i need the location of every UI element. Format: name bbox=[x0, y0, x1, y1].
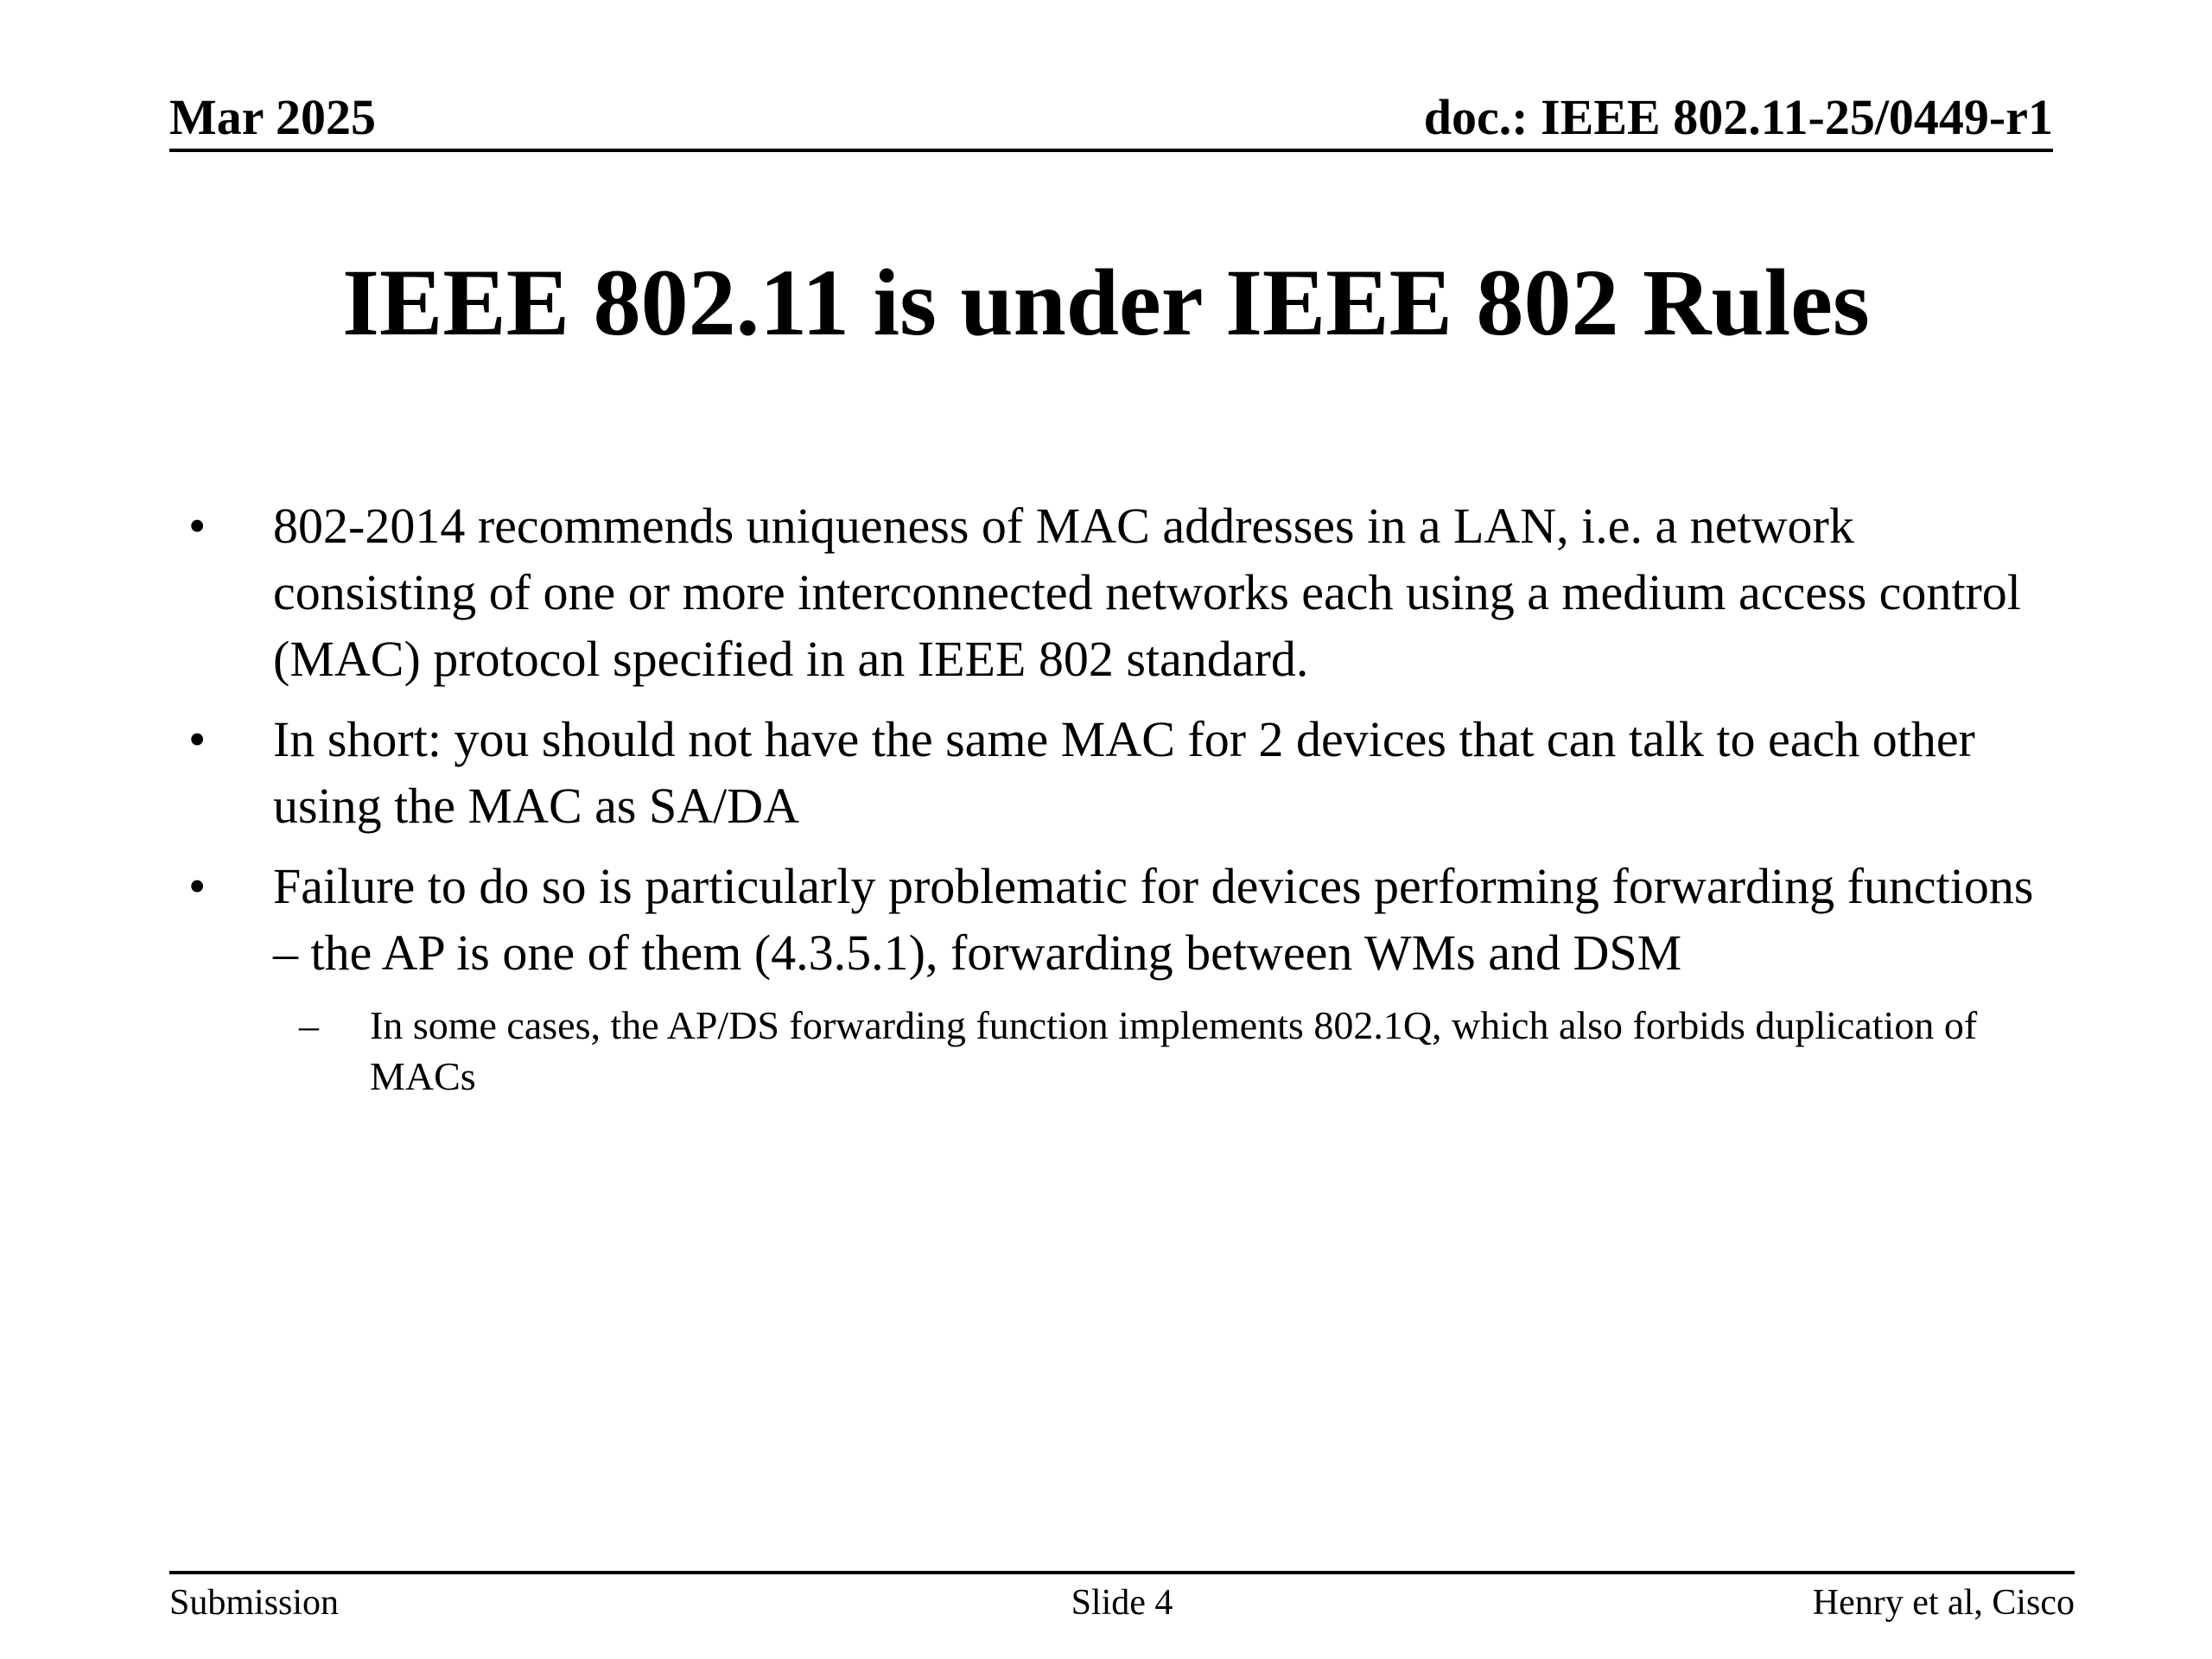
footer-authors: Henry et al, Cisco bbox=[1812, 1583, 2075, 1623]
slide-header bbox=[169, 86, 2053, 152]
bullet-marker: • bbox=[188, 498, 207, 554]
header-doc-id: doc.: IEEE 802.11-25/0449-r1 bbox=[1423, 89, 2053, 145]
bullet-marker: • bbox=[188, 858, 207, 914]
bullet-item bbox=[169, 493, 2062, 692]
sub-bullet-item bbox=[169, 1000, 2062, 1102]
bullet-item bbox=[169, 853, 2062, 986]
sub-bullet-text: In some cases, the AP/DS forwarding function implements 802.1Q, which also forbids duplication of MACs bbox=[370, 1003, 1978, 1098]
bullet-text: Failure to do so is particularly problematic for devices performing forwarding functions – the AP is one of them (4.3.5.1), forwarding between WMs and DSM bbox=[273, 858, 2034, 981]
bullet-text: In short: you should not have the same MAC for 2 devices that can talk to each other using the MAC as SA/DA bbox=[273, 711, 1975, 834]
footer-submission: Submission bbox=[169, 1583, 340, 1623]
slide-footer bbox=[169, 1571, 2075, 1626]
bullet-text: 802-2014 recommends uniqueness of MAC addresses in a LAN, i.e. a network consisting of one or more interconnected networks each using a medium access control (MAC) protocol specified in an IEEE 802 standard. bbox=[273, 498, 2021, 687]
sub-bullet-marker: – bbox=[299, 1003, 319, 1047]
slide-title: IEEE 802.11 is under IEEE 802 Rules bbox=[342, 250, 1870, 355]
footer-slide-number: Slide 4 bbox=[1071, 1583, 1173, 1623]
bullet-item bbox=[169, 706, 2062, 839]
bullet-marker: • bbox=[188, 711, 207, 767]
header-date: Mar 2025 bbox=[169, 89, 376, 145]
slide-content bbox=[169, 493, 2062, 1102]
